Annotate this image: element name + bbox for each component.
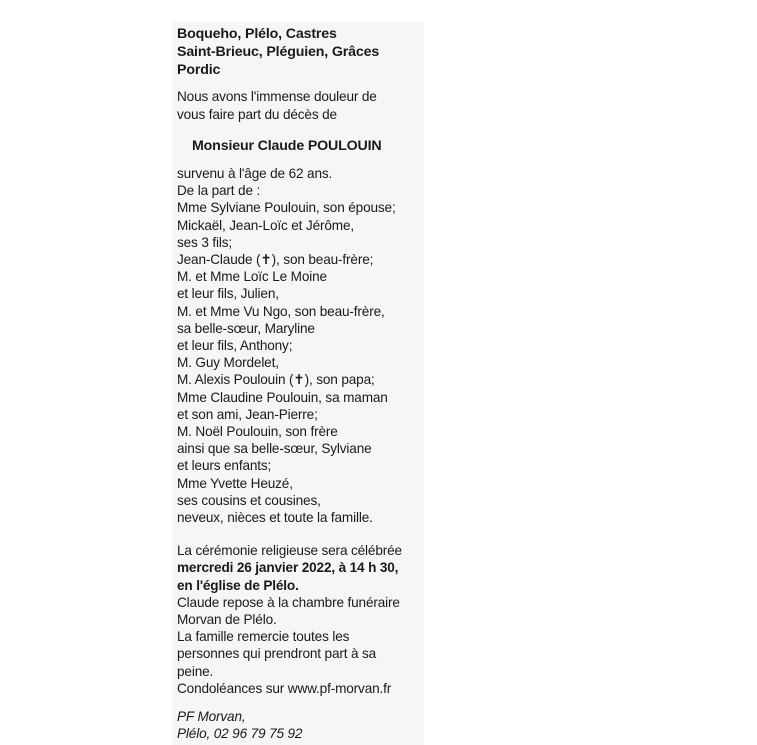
family-line: et leur fils, Julien, — [177, 286, 279, 302]
family-line: Mme Sylviane Poulouin, son épouse; — [177, 200, 396, 216]
family-line: neveux, nièces et toute la famille. — [177, 510, 373, 526]
ceremony-date: mercredi 26 janvier 2022, à 14 h 30, — [177, 560, 399, 576]
family-line: M. Noël Poulouin, son frère — [177, 424, 338, 440]
signature — [177, 708, 427, 742]
deceased-name: Monsieur Claude POULOUIN — [192, 137, 382, 154]
family-line: et leur fils, Anthony; — [177, 338, 293, 354]
detail-line: Morvan de Plélo. — [177, 612, 277, 628]
family-line: Mme Claudine Poulouin, sa maman — [177, 389, 388, 405]
family-line: ses 3 fils; — [177, 234, 233, 250]
detail-line: Claude repose à la chambre funéraire — [177, 594, 400, 610]
ceremony-intro: La cérémonie religieuse sera célébrée — [177, 543, 402, 559]
towns-line: Pordic — [177, 61, 221, 78]
intro-line: Nous avons l'immense douleur de — [177, 89, 377, 105]
family-line: M. Guy Mordelet, — [177, 355, 279, 371]
towns-heading — [177, 26, 427, 79]
family-line: ses cousins et cousines, — [177, 492, 321, 508]
towns-line: Boqueho, Plélo, Castres — [177, 26, 337, 42]
family-line: Mickaël, Jean-Loïc et Jérôme, — [177, 217, 354, 233]
family-list — [177, 165, 427, 526]
ceremony-info — [177, 542, 427, 594]
condolences-line: Condoléances sur www.pf-morvan.fr — [177, 680, 392, 696]
ceremony-place: en l'église de Plélo. — [177, 577, 299, 593]
obituary-notice — [177, 26, 427, 743]
intro-text — [177, 88, 427, 122]
family-line: et leurs enfants; — [177, 458, 272, 474]
family-line: M. Alexis Poulouin (✝), son papa; — [177, 372, 375, 388]
detail-line: La famille remercie toutes les — [177, 629, 350, 645]
details — [177, 594, 427, 697]
towns-line: Saint-Brieuc, Pléguien, Grâces — [177, 43, 380, 60]
detail-line: peine. — [177, 663, 214, 679]
family-line: ainsi que sa belle-sœur, Sylviane — [177, 441, 372, 457]
family-line: M. et Mme Loïc Le Moine — [177, 269, 327, 285]
spacer — [177, 526, 427, 542]
family-line: De la part de : — [177, 183, 261, 199]
intro-line: vous faire part du décès de — [177, 106, 337, 122]
family-line: sa belle-sœur, Maryline — [177, 320, 315, 336]
signature-company: PF Morvan, — [177, 709, 246, 725]
family-line: Mme Yvette Heuzé, — [177, 475, 293, 491]
family-line: Jean-Claude (✝), son beau-frère; — [177, 252, 374, 268]
family-line: survenu à l'âge de 62 ans. — [177, 166, 333, 181]
family-line: et son ami, Jean-Pierre; — [177, 406, 318, 422]
family-line: M. et Mme Vu Ngo, son beau-frère, — [177, 303, 385, 319]
detail-line: personnes qui prendront part à sa — [177, 646, 377, 662]
signature-contact: Plélo, 02 96 79 75 92 — [177, 726, 303, 742]
